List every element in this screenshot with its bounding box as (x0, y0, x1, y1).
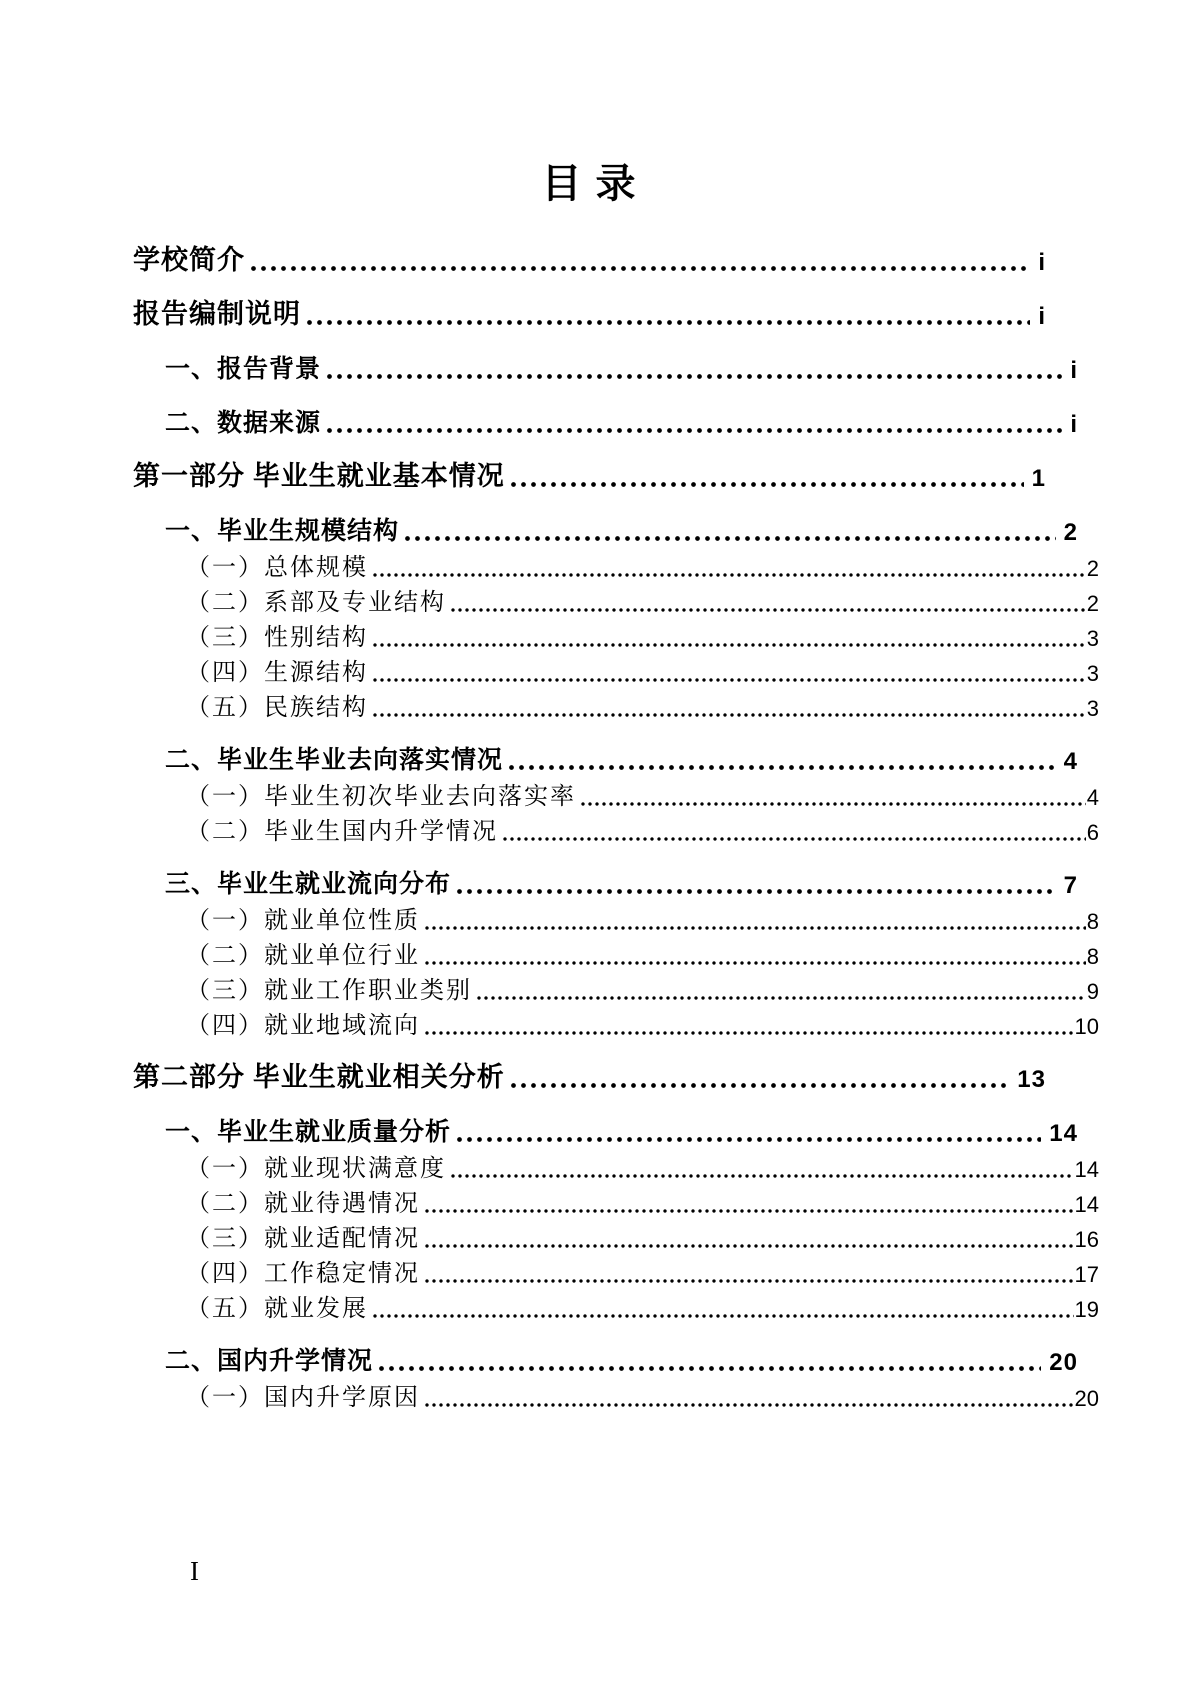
toc-entry-page: 14 (1074, 1157, 1099, 1182)
page-number-footer: I (190, 1556, 199, 1586)
toc-entry-label: （二）毕业生国内升学情况 (186, 819, 498, 845)
toc-entry (165, 402, 1078, 439)
toc-entry-label: （一）国内升学原因 (186, 1385, 420, 1411)
toc-entry-label: （一）就业单位性质 (186, 908, 420, 934)
toc-entry-label: （二）系部及专业结构 (186, 590, 446, 616)
toc-entry-page: 9 (1086, 979, 1099, 1004)
toc-entry-label: （四）生源结构 (186, 660, 368, 686)
toc-leader-dots (451, 1174, 1074, 1178)
toc-entry (186, 1218, 1099, 1253)
toc-entry-page: 20 (1049, 1349, 1078, 1376)
toc-leader-dots (327, 428, 1062, 433)
toc-entry (186, 1005, 1099, 1040)
toc-entry (133, 456, 1046, 493)
toc-leader-dots (425, 1031, 1074, 1035)
toc-leader-dots (251, 266, 1030, 271)
toc-entry (165, 1111, 1078, 1148)
toc-entry-label: （二）就业单位行业 (186, 943, 420, 969)
toc-title: 目 录 (541, 161, 638, 206)
toc-leader-dots (373, 678, 1086, 682)
toc-entry (186, 900, 1099, 935)
toc-entry (186, 776, 1099, 811)
toc-leader-dots (373, 1314, 1074, 1318)
toc-entry-page: 17 (1074, 1262, 1099, 1287)
toc-entry-label: （二）就业待遇情况 (186, 1191, 420, 1217)
toc-entry-label: （五）就业发展 (186, 1296, 368, 1322)
toc-leader-dots (477, 996, 1086, 1000)
toc-entry (186, 1288, 1099, 1323)
toc-leader-dots (581, 802, 1086, 806)
toc-entry-label: （三）就业工作职业类别 (186, 978, 472, 1004)
toc-entry-label: （三）就业适配情况 (186, 1226, 420, 1252)
toc-entry-page: 3 (1086, 696, 1099, 721)
toc-entry (133, 240, 1046, 277)
toc-leader-dots (373, 573, 1086, 577)
toc-entry-label: 一、毕业生就业质量分析 (165, 1119, 452, 1146)
toc-entry (186, 811, 1099, 846)
toc-entry (186, 1253, 1099, 1288)
toc-entry-label: 一、毕业生规模结构 (165, 518, 400, 545)
toc-entry-label: （三）性别结构 (186, 625, 368, 651)
toc-entry-label: （五）民族结构 (186, 695, 368, 721)
toc-leader-dots (511, 482, 1024, 487)
toc-entry-page: 14 (1049, 1120, 1078, 1147)
toc-entry-label: 第二部分 毕业生就业相关分析 (133, 1062, 505, 1092)
toc-entry-page: 10 (1074, 1014, 1099, 1039)
toc-entry (133, 294, 1046, 331)
toc-entry-page: 20 (1074, 1386, 1099, 1411)
toc-entry-label: 第一部分 毕业生就业基本情况 (133, 461, 505, 491)
toc-entry (186, 687, 1099, 722)
toc-entry (165, 348, 1078, 385)
toc-entry-label: 三、毕业生就业流向分布 (165, 871, 452, 898)
toc-entry-label: 报告编制说明 (133, 299, 301, 329)
toc-entry (186, 1183, 1099, 1218)
toc-entry (186, 970, 1099, 1005)
toc-leader-dots (509, 765, 1056, 770)
toc-leader-dots (379, 1366, 1041, 1371)
toc-entry-label: 一、报告背景 (165, 356, 322, 383)
toc-leader-dots (373, 643, 1086, 647)
toc-entry (186, 1148, 1099, 1183)
toc-leader-dots (425, 926, 1086, 930)
toc-entry-page: 6 (1086, 820, 1099, 845)
toc-leader-dots (425, 1209, 1074, 1213)
toc-entry (165, 739, 1078, 776)
toc-entry-label: （一）总体规模 (186, 555, 368, 581)
toc-entry-page: 4 (1086, 785, 1099, 810)
toc-entry (186, 652, 1099, 687)
toc-entry-label: （一）毕业生初次毕业去向落实率 (186, 784, 576, 810)
toc-entry (165, 510, 1078, 547)
toc-entry-label: （四）工作稳定情况 (186, 1261, 420, 1287)
toc-entry-page: 2 (1086, 556, 1099, 581)
toc-entry-page: i (1038, 303, 1046, 330)
toc-entry (186, 547, 1099, 582)
toc-leader-dots (425, 961, 1086, 965)
toc-entry (186, 1377, 1099, 1412)
toc-entry-page: 14 (1074, 1192, 1099, 1217)
toc-leader-dots (425, 1403, 1074, 1407)
toc-entry-page: 13 (1017, 1066, 1046, 1093)
toc-entry-page: 2 (1063, 519, 1078, 546)
toc-entry (165, 1340, 1078, 1377)
toc-entry-page: 7 (1063, 872, 1078, 899)
toc-leader-dots (327, 374, 1062, 379)
toc-entry-page: 19 (1074, 1297, 1099, 1322)
toc-entry-page: 2 (1086, 591, 1099, 616)
toc-list (133, 240, 1099, 1412)
toc-entry-page: 3 (1086, 661, 1099, 686)
toc-entry (165, 863, 1078, 900)
toc-entry-page: i (1038, 249, 1046, 276)
toc-leader-dots (457, 889, 1056, 894)
toc-leader-dots (457, 1137, 1041, 1142)
toc-leader-dots (503, 837, 1086, 841)
toc-entry-page: 16 (1074, 1227, 1099, 1252)
toc-entry (186, 582, 1099, 617)
toc-leader-dots (425, 1279, 1074, 1283)
toc-entry-label: 二、国内升学情况 (165, 1348, 374, 1375)
toc-leader-dots (405, 536, 1056, 541)
toc-entry-page: 8 (1086, 909, 1099, 934)
toc-entry (186, 617, 1099, 652)
toc-leader-dots (307, 320, 1030, 325)
toc-entry-page: i (1070, 357, 1078, 384)
toc-leader-dots (451, 608, 1086, 612)
toc-leader-dots (373, 713, 1086, 717)
toc-entry (133, 1057, 1046, 1094)
toc-entry (186, 935, 1099, 970)
toc-entry-page: 1 (1031, 465, 1046, 492)
toc-leader-dots (425, 1244, 1074, 1248)
toc-entry-label: 二、数据来源 (165, 410, 322, 437)
toc-entry-page: 3 (1086, 626, 1099, 651)
toc-entry-page: 8 (1086, 944, 1099, 969)
toc-entry-label: （四）就业地域流向 (186, 1013, 420, 1039)
toc-entry-label: 学校简介 (133, 245, 245, 275)
toc-leader-dots (511, 1083, 1010, 1088)
toc-entry-label: 二、毕业生毕业去向落实情况 (165, 747, 504, 774)
toc-entry-page: 4 (1063, 748, 1078, 775)
toc-entry-page: i (1070, 411, 1078, 438)
toc-entry-label: （一）就业现状满意度 (186, 1156, 446, 1182)
